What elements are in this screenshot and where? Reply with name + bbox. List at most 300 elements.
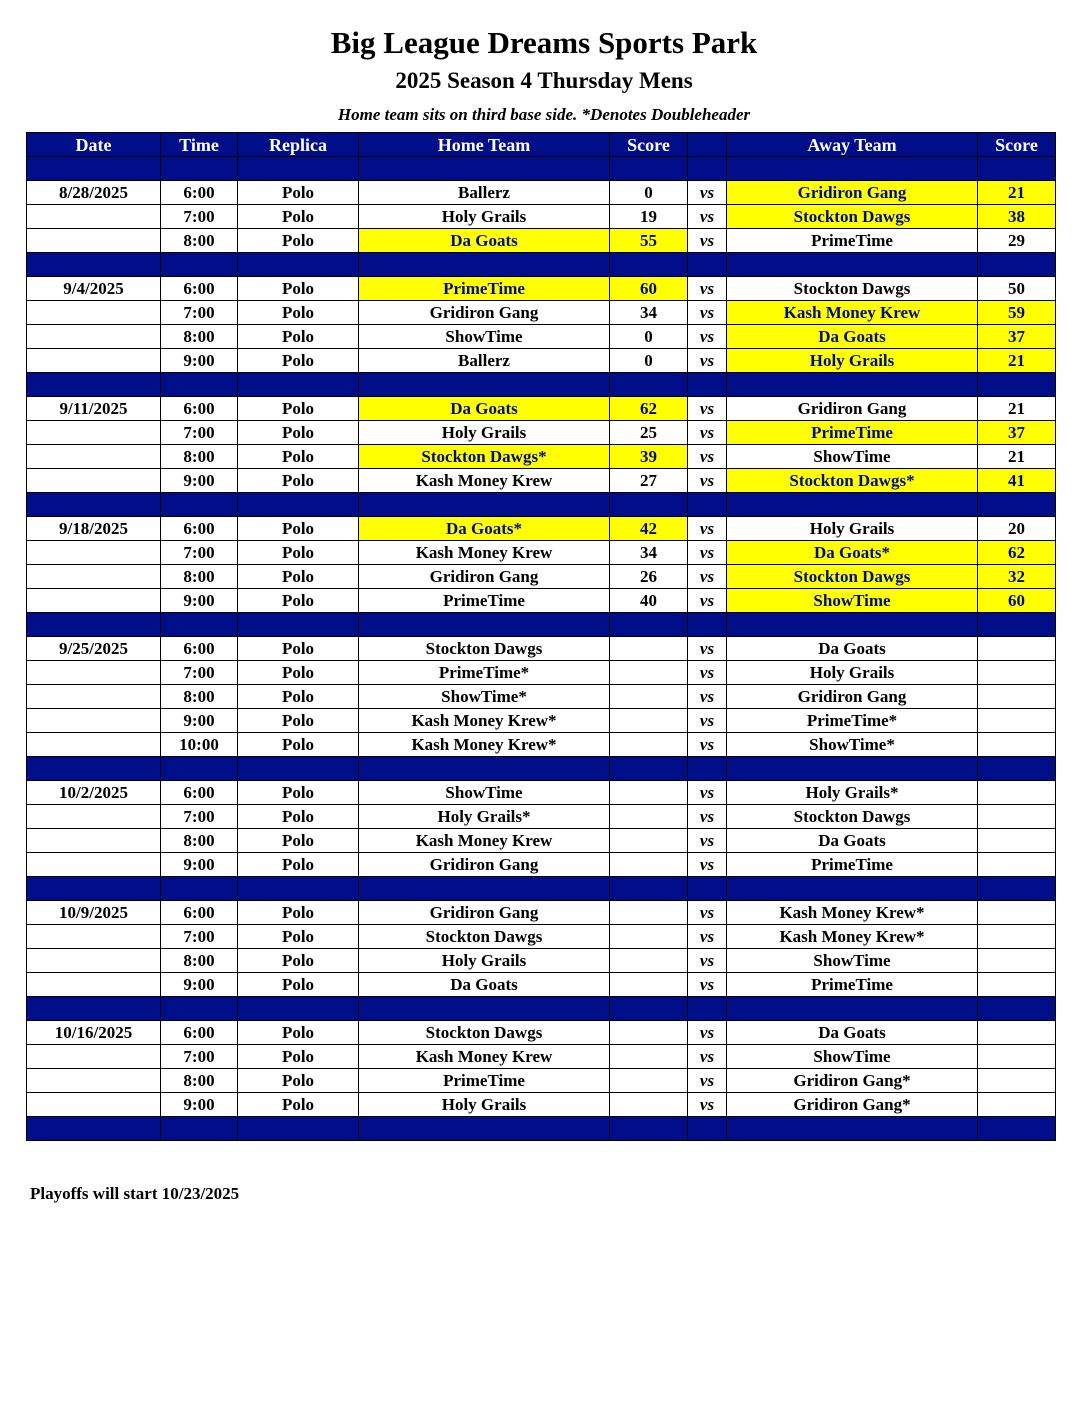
away-team-cell: Holy Grails* bbox=[727, 781, 978, 805]
separator-cell bbox=[27, 157, 161, 181]
vs-cell: vs bbox=[688, 709, 727, 733]
home-team-cell: Kash Money Krew bbox=[359, 829, 610, 853]
table-row bbox=[27, 781, 1056, 805]
away-score-cell: 38 bbox=[978, 205, 1056, 229]
away-team-cell: Holy Grails bbox=[727, 349, 978, 373]
separator-cell bbox=[610, 157, 688, 181]
week-separator-row bbox=[27, 157, 1056, 181]
separator-cell bbox=[610, 877, 688, 901]
separator-cell bbox=[161, 757, 238, 781]
separator-cell bbox=[27, 877, 161, 901]
date-cell: 8/28/2025 bbox=[27, 181, 161, 205]
home-team-cell: Ballerz bbox=[359, 349, 610, 373]
replica-cell: Polo bbox=[238, 589, 359, 613]
separator-cell bbox=[978, 493, 1056, 517]
replica-cell: Polo bbox=[238, 1021, 359, 1045]
separator-cell bbox=[727, 253, 978, 277]
separator-cell bbox=[688, 253, 727, 277]
table-row bbox=[27, 805, 1056, 829]
separator-cell bbox=[688, 757, 727, 781]
vs-cell: vs bbox=[688, 733, 727, 757]
column-header-date: Date bbox=[27, 133, 161, 157]
replica-cell: Polo bbox=[238, 949, 359, 973]
vs-cell: vs bbox=[688, 1045, 727, 1069]
away-score-cell bbox=[978, 781, 1056, 805]
date-cell bbox=[27, 445, 161, 469]
away-score-cell bbox=[978, 709, 1056, 733]
home-score-cell bbox=[610, 853, 688, 877]
home-team-cell: ShowTime bbox=[359, 781, 610, 805]
time-cell: 7:00 bbox=[161, 301, 238, 325]
away-score-cell: 62 bbox=[978, 541, 1056, 565]
home-team-cell: Stockton Dawgs* bbox=[359, 445, 610, 469]
column-header-vs bbox=[688, 133, 727, 157]
date-cell bbox=[27, 973, 161, 997]
separator-cell bbox=[27, 493, 161, 517]
home-score-cell bbox=[610, 901, 688, 925]
away-score-cell: 50 bbox=[978, 277, 1056, 301]
replica-cell: Polo bbox=[238, 901, 359, 925]
away-score-cell: 21 bbox=[978, 445, 1056, 469]
home-score-cell: 62 bbox=[610, 397, 688, 421]
separator-cell bbox=[727, 613, 978, 637]
table-row bbox=[27, 685, 1056, 709]
away-team-cell: Da Goats* bbox=[727, 541, 978, 565]
time-cell: 8:00 bbox=[161, 229, 238, 253]
away-score-cell bbox=[978, 901, 1056, 925]
separator-cell bbox=[688, 493, 727, 517]
separator-cell bbox=[359, 997, 610, 1021]
home-score-cell: 60 bbox=[610, 277, 688, 301]
away-score-cell: 60 bbox=[978, 589, 1056, 613]
replica-cell: Polo bbox=[238, 469, 359, 493]
table-row bbox=[27, 733, 1056, 757]
separator-cell bbox=[359, 253, 610, 277]
separator-cell bbox=[238, 373, 359, 397]
time-cell: 9:00 bbox=[161, 709, 238, 733]
away-score-cell bbox=[978, 805, 1056, 829]
away-score-cell: 37 bbox=[978, 421, 1056, 445]
column-header-home-team: Home Team bbox=[359, 133, 610, 157]
vs-cell: vs bbox=[688, 661, 727, 685]
away-team-cell: PrimeTime bbox=[727, 973, 978, 997]
separator-cell bbox=[978, 757, 1056, 781]
replica-cell: Polo bbox=[238, 205, 359, 229]
home-score-cell bbox=[610, 1045, 688, 1069]
home-team-cell: Gridiron Gang bbox=[359, 853, 610, 877]
separator-cell bbox=[359, 157, 610, 181]
away-team-cell: Da Goats bbox=[727, 637, 978, 661]
away-team-cell: Stockton Dawgs bbox=[727, 205, 978, 229]
home-team-cell: Holy Grails bbox=[359, 421, 610, 445]
date-cell: 10/9/2025 bbox=[27, 901, 161, 925]
home-team-cell: Da Goats* bbox=[359, 517, 610, 541]
separator-cell bbox=[610, 757, 688, 781]
separator-cell bbox=[359, 757, 610, 781]
separator-cell bbox=[161, 157, 238, 181]
separator-cell bbox=[161, 877, 238, 901]
home-team-cell: Kash Money Krew* bbox=[359, 733, 610, 757]
away-team-cell: PrimeTime bbox=[727, 421, 978, 445]
away-score-cell bbox=[978, 661, 1056, 685]
home-team-cell: Holy Grails* bbox=[359, 805, 610, 829]
week-separator-row bbox=[27, 997, 1056, 1021]
separator-cell bbox=[359, 373, 610, 397]
separator-cell bbox=[27, 997, 161, 1021]
away-team-cell: ShowTime* bbox=[727, 733, 978, 757]
replica-cell: Polo bbox=[238, 517, 359, 541]
away-score-cell bbox=[978, 973, 1056, 997]
home-score-cell: 55 bbox=[610, 229, 688, 253]
home-score-cell bbox=[610, 1021, 688, 1045]
date-cell bbox=[27, 301, 161, 325]
vs-cell: vs bbox=[688, 1021, 727, 1045]
away-score-cell: 37 bbox=[978, 325, 1056, 349]
table-row bbox=[27, 901, 1056, 925]
separator-cell bbox=[727, 997, 978, 1021]
vs-cell: vs bbox=[688, 205, 727, 229]
away-score-cell bbox=[978, 1045, 1056, 1069]
table-row bbox=[27, 973, 1056, 997]
away-score-cell bbox=[978, 1021, 1056, 1045]
home-team-cell: Da Goats bbox=[359, 973, 610, 997]
separator-cell bbox=[238, 157, 359, 181]
vs-cell: vs bbox=[688, 829, 727, 853]
column-header-replica: Replica bbox=[238, 133, 359, 157]
separator-cell bbox=[610, 997, 688, 1021]
date-cell bbox=[27, 949, 161, 973]
separator-cell bbox=[727, 757, 978, 781]
time-cell: 9:00 bbox=[161, 973, 238, 997]
vs-cell: vs bbox=[688, 1069, 727, 1093]
home-team-cell: PrimeTime bbox=[359, 589, 610, 613]
home-team-cell: Da Goats bbox=[359, 229, 610, 253]
home-score-cell: 39 bbox=[610, 445, 688, 469]
away-score-cell: 21 bbox=[978, 397, 1056, 421]
separator-cell bbox=[161, 1117, 238, 1141]
table-row bbox=[27, 589, 1056, 613]
time-cell: 9:00 bbox=[161, 349, 238, 373]
home-score-cell: 27 bbox=[610, 469, 688, 493]
vs-cell: vs bbox=[688, 229, 727, 253]
away-team-cell: Gridiron Gang* bbox=[727, 1069, 978, 1093]
vs-cell: vs bbox=[688, 925, 727, 949]
home-score-cell bbox=[610, 733, 688, 757]
home-team-cell: Kash Money Krew* bbox=[359, 709, 610, 733]
separator-cell bbox=[727, 1117, 978, 1141]
table-row bbox=[27, 325, 1056, 349]
home-team-cell: Kash Money Krew bbox=[359, 469, 610, 493]
home-team-cell: Stockton Dawgs bbox=[359, 925, 610, 949]
week-separator-row bbox=[27, 253, 1056, 277]
page-title: Big League Dreams Sports Park bbox=[330, 25, 758, 60]
time-cell: 8:00 bbox=[161, 829, 238, 853]
date-cell bbox=[27, 661, 161, 685]
separator-cell bbox=[27, 253, 161, 277]
time-cell: 8:00 bbox=[161, 685, 238, 709]
date-cell: 9/18/2025 bbox=[27, 517, 161, 541]
away-team-cell: PrimeTime bbox=[727, 229, 978, 253]
separator-cell bbox=[978, 373, 1056, 397]
separator-cell bbox=[238, 493, 359, 517]
vs-cell: vs bbox=[688, 973, 727, 997]
separator-cell bbox=[688, 613, 727, 637]
home-score-cell bbox=[610, 1069, 688, 1093]
replica-cell: Polo bbox=[238, 229, 359, 253]
time-cell: 9:00 bbox=[161, 589, 238, 613]
time-cell: 9:00 bbox=[161, 469, 238, 493]
away-score-cell bbox=[978, 733, 1056, 757]
replica-cell: Polo bbox=[238, 541, 359, 565]
home-score-cell: 0 bbox=[610, 325, 688, 349]
home-score-cell bbox=[610, 709, 688, 733]
time-cell: 8:00 bbox=[161, 1069, 238, 1093]
away-team-cell: Holy Grails bbox=[727, 661, 978, 685]
away-score-cell bbox=[978, 637, 1056, 661]
separator-cell bbox=[688, 997, 727, 1021]
separator-cell bbox=[359, 613, 610, 637]
home-score-cell bbox=[610, 829, 688, 853]
time-cell: 8:00 bbox=[161, 325, 238, 349]
replica-cell: Polo bbox=[238, 301, 359, 325]
away-team-cell: ShowTime bbox=[727, 949, 978, 973]
date-cell: 9/4/2025 bbox=[27, 277, 161, 301]
time-cell: 7:00 bbox=[161, 1045, 238, 1069]
separator-cell bbox=[161, 613, 238, 637]
table-row bbox=[27, 469, 1056, 493]
time-cell: 6:00 bbox=[161, 517, 238, 541]
vs-cell: vs bbox=[688, 181, 727, 205]
away-score-cell: 59 bbox=[978, 301, 1056, 325]
home-team-cell: Kash Money Krew bbox=[359, 541, 610, 565]
separator-cell bbox=[27, 373, 161, 397]
home-score-cell bbox=[610, 685, 688, 709]
away-team-cell: PrimeTime* bbox=[727, 709, 978, 733]
table-row bbox=[27, 277, 1056, 301]
vs-cell: vs bbox=[688, 325, 727, 349]
week-separator-row bbox=[27, 613, 1056, 637]
replica-cell: Polo bbox=[238, 805, 359, 829]
vs-cell: vs bbox=[688, 469, 727, 493]
column-header-time: Time bbox=[161, 133, 238, 157]
date-cell bbox=[27, 709, 161, 733]
replica-cell: Polo bbox=[238, 853, 359, 877]
replica-cell: Polo bbox=[238, 1069, 359, 1093]
vs-cell: vs bbox=[688, 589, 727, 613]
date-cell bbox=[27, 229, 161, 253]
time-cell: 8:00 bbox=[161, 445, 238, 469]
home-team-cell: ShowTime* bbox=[359, 685, 610, 709]
date-cell bbox=[27, 1093, 161, 1117]
away-team-cell: Stockton Dawgs bbox=[727, 565, 978, 589]
schedule-note: Home team sits on third base side. *Denotes Doubleheader bbox=[337, 105, 751, 124]
vs-cell: vs bbox=[688, 517, 727, 541]
vs-cell: vs bbox=[688, 901, 727, 925]
away-score-cell: 20 bbox=[978, 517, 1056, 541]
home-team-cell: Ballerz bbox=[359, 181, 610, 205]
away-team-cell: Gridiron Gang bbox=[727, 397, 978, 421]
replica-cell: Polo bbox=[238, 277, 359, 301]
table-row bbox=[27, 229, 1056, 253]
away-team-cell: PrimeTime bbox=[727, 853, 978, 877]
separator-cell bbox=[238, 1117, 359, 1141]
replica-cell: Polo bbox=[238, 1093, 359, 1117]
vs-cell: vs bbox=[688, 805, 727, 829]
home-team-cell: Holy Grails bbox=[359, 949, 610, 973]
away-score-cell bbox=[978, 1069, 1056, 1093]
replica-cell: Polo bbox=[238, 421, 359, 445]
replica-cell: Polo bbox=[238, 325, 359, 349]
column-header-away-team: Away Team bbox=[727, 133, 978, 157]
table-row bbox=[27, 925, 1056, 949]
separator-cell bbox=[610, 253, 688, 277]
time-cell: 6:00 bbox=[161, 781, 238, 805]
vs-cell: vs bbox=[688, 637, 727, 661]
away-score-cell bbox=[978, 853, 1056, 877]
vs-cell: vs bbox=[688, 853, 727, 877]
separator-cell bbox=[359, 1117, 610, 1141]
replica-cell: Polo bbox=[238, 349, 359, 373]
separator-cell bbox=[161, 997, 238, 1021]
table-row bbox=[27, 517, 1056, 541]
table-row bbox=[27, 445, 1056, 469]
home-score-cell: 42 bbox=[610, 517, 688, 541]
table-row bbox=[27, 1069, 1056, 1093]
away-score-cell: 21 bbox=[978, 181, 1056, 205]
home-score-cell: 26 bbox=[610, 565, 688, 589]
table-row bbox=[27, 709, 1056, 733]
vs-cell: vs bbox=[688, 301, 727, 325]
separator-cell bbox=[727, 157, 978, 181]
column-header-away-score: Score bbox=[978, 133, 1056, 157]
time-cell: 9:00 bbox=[161, 1093, 238, 1117]
away-score-cell: 21 bbox=[978, 349, 1056, 373]
home-team-cell: ShowTime bbox=[359, 325, 610, 349]
replica-cell: Polo bbox=[238, 829, 359, 853]
table-row bbox=[27, 397, 1056, 421]
home-team-cell: Da Goats bbox=[359, 397, 610, 421]
time-cell: 7:00 bbox=[161, 805, 238, 829]
time-cell: 8:00 bbox=[161, 949, 238, 973]
time-cell: 7:00 bbox=[161, 421, 238, 445]
separator-cell bbox=[688, 1117, 727, 1141]
home-score-cell bbox=[610, 637, 688, 661]
date-cell bbox=[27, 1045, 161, 1069]
replica-cell: Polo bbox=[238, 1045, 359, 1069]
table-row bbox=[27, 565, 1056, 589]
date-cell: 9/25/2025 bbox=[27, 637, 161, 661]
table-row bbox=[27, 205, 1056, 229]
home-team-cell: Gridiron Gang bbox=[359, 901, 610, 925]
separator-cell bbox=[978, 1117, 1056, 1141]
separator-cell bbox=[238, 997, 359, 1021]
week-separator-row bbox=[27, 373, 1056, 397]
separator-cell bbox=[688, 373, 727, 397]
vs-cell: vs bbox=[688, 397, 727, 421]
table-row bbox=[27, 1021, 1056, 1045]
date-cell bbox=[27, 829, 161, 853]
home-team-cell: Stockton Dawgs bbox=[359, 1021, 610, 1045]
separator-cell bbox=[727, 877, 978, 901]
time-cell: 8:00 bbox=[161, 565, 238, 589]
separator-cell bbox=[727, 493, 978, 517]
home-score-cell: 0 bbox=[610, 349, 688, 373]
separator-cell bbox=[27, 757, 161, 781]
playoffs-note: Playoffs will start 10/23/2025 bbox=[30, 1184, 240, 1203]
separator-cell bbox=[610, 613, 688, 637]
away-team-cell: ShowTime bbox=[727, 589, 978, 613]
replica-cell: Polo bbox=[238, 637, 359, 661]
replica-cell: Polo bbox=[238, 685, 359, 709]
table-row bbox=[27, 853, 1056, 877]
date-cell bbox=[27, 685, 161, 709]
vs-cell: vs bbox=[688, 949, 727, 973]
separator-cell bbox=[27, 613, 161, 637]
time-cell: 9:00 bbox=[161, 853, 238, 877]
home-score-cell bbox=[610, 949, 688, 973]
date-cell bbox=[27, 541, 161, 565]
away-score-cell: 29 bbox=[978, 229, 1056, 253]
time-cell: 7:00 bbox=[161, 661, 238, 685]
replica-cell: Polo bbox=[238, 925, 359, 949]
date-cell bbox=[27, 925, 161, 949]
away-score-cell: 32 bbox=[978, 565, 1056, 589]
away-score-cell bbox=[978, 949, 1056, 973]
separator-cell bbox=[238, 877, 359, 901]
week-separator-row bbox=[27, 493, 1056, 517]
table-row bbox=[27, 1045, 1056, 1069]
separator-cell bbox=[238, 253, 359, 277]
date-cell bbox=[27, 853, 161, 877]
time-cell: 6:00 bbox=[161, 1021, 238, 1045]
away-team-cell: Stockton Dawgs bbox=[727, 805, 978, 829]
vs-cell: vs bbox=[688, 277, 727, 301]
away-score-cell bbox=[978, 685, 1056, 709]
table-row bbox=[27, 349, 1056, 373]
away-team-cell: Kash Money Krew* bbox=[727, 901, 978, 925]
date-cell bbox=[27, 1069, 161, 1093]
replica-cell: Polo bbox=[238, 733, 359, 757]
date-cell bbox=[27, 205, 161, 229]
time-cell: 7:00 bbox=[161, 205, 238, 229]
date-cell bbox=[27, 421, 161, 445]
away-team-cell: Kash Money Krew* bbox=[727, 925, 978, 949]
time-cell: 6:00 bbox=[161, 901, 238, 925]
separator-cell bbox=[610, 493, 688, 517]
separator-cell bbox=[359, 877, 610, 901]
away-team-cell: Kash Money Krew bbox=[727, 301, 978, 325]
separator-cell bbox=[727, 373, 978, 397]
time-cell: 6:00 bbox=[161, 277, 238, 301]
table-row bbox=[27, 1093, 1056, 1117]
date-cell bbox=[27, 349, 161, 373]
time-cell: 6:00 bbox=[161, 181, 238, 205]
home-team-cell: Holy Grails bbox=[359, 1093, 610, 1117]
table-row bbox=[27, 637, 1056, 661]
week-separator-row bbox=[27, 1117, 1056, 1141]
away-score-cell bbox=[978, 829, 1056, 853]
home-score-cell bbox=[610, 661, 688, 685]
separator-cell bbox=[688, 157, 727, 181]
separator-cell bbox=[688, 877, 727, 901]
home-team-cell: Stockton Dawgs bbox=[359, 637, 610, 661]
home-score-cell: 0 bbox=[610, 181, 688, 205]
table-row bbox=[27, 829, 1056, 853]
home-score-cell bbox=[610, 973, 688, 997]
date-cell: 10/16/2025 bbox=[27, 1021, 161, 1045]
date-cell bbox=[27, 325, 161, 349]
vs-cell: vs bbox=[688, 565, 727, 589]
